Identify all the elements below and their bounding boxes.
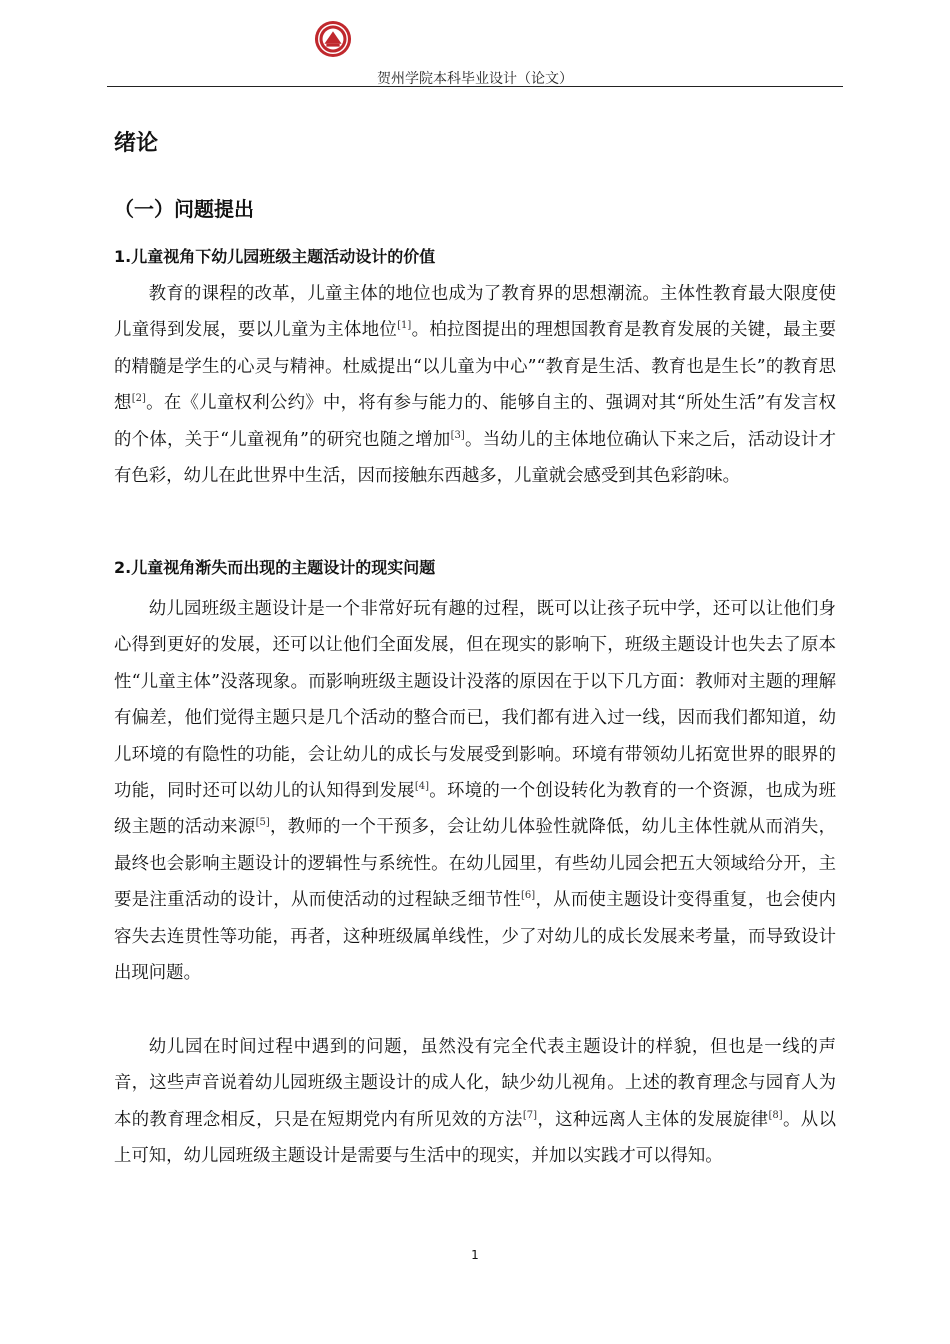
citation-ref: [2] [131,393,146,405]
citation-ref: [6] [521,890,536,902]
university-seal-icon [314,20,352,58]
text-run: 。从以上可知，幼儿园班级主题设计是需要与生活中的现实，并加以实践才可以得知。 [114,1109,836,1167]
text-run: 。当幼儿的主体地位确认下来之后，活动设计才有色彩，幼儿在此世界中生活，因而接触东西越多，儿童就会感受到其色彩韵味。 [114,429,836,487]
citation-ref: [4] [414,781,429,793]
text-run: 幼儿园班级主题设计是一个非常好玩有趣的过程，既可以让孩子玩中学，还可以让他们身心得到更好的发展，还可以让他们全面发展，但在现实的影响下，班级主题设计也失去了原本性“儿童主体”没落现象。而影响班级主题设计没落的原因在于以下几方面：教师对主题的理解有偏差，他们觉得主题只是几个活动的整合而已，我们都有进入过一线，因而我们都知道，幼儿环境的有隐性的功能，会让幼儿的成长与发展受到影响。环境有带领幼儿拓宽世界的眼界的功能，同时还可以幼儿的认知得到发展 [114,599,836,802]
page-number: 1 [471,1248,479,1262]
document-header-title: 贺州学院本科毕业设计（论文） [377,71,573,87]
text-run: ，这种远离人主体的发展旋律 [537,1109,769,1130]
body-paragraph [114,1029,836,1175]
subsection-title-1: 1.儿童视角下幼儿园班级主题活动设计的价值 [114,247,436,266]
citation-ref: [1] [397,320,412,332]
section-title: （一）问题提出 [114,197,254,221]
chapter-title: 绪论 [114,131,159,156]
text-run: 幼儿园在时间过程中遇到的问题，虽然没有完全代表主题设计的样貌，但也是一线的声音，这些声音说着幼儿园班级主题设计的成人化，缺少幼儿视角。上述的教育理念与园育人为本的教育理念相反，只是在短期党内有所见效的方法 [114,1037,836,1130]
citation-ref: [8] [768,1109,783,1121]
citation-ref: [7] [522,1109,537,1121]
citation-ref: [5] [255,817,270,829]
text-run: ，教师的一个干预多，会让幼儿体验性就降低，幼儿主体性就从而消失，最终也会影响主题设计的逻辑性与系统性。在幼儿园里，有些幼儿园会把五大领域给分开，主要是注重活动的设计，从而使活动的过程缺乏细节性 [114,817,836,911]
text-run: 教育的课程的改革，儿童主体的地位也成为了教育界的思想潮流。主体性教育最大限度使儿童得到发展，要以儿童为主体地位 [114,284,836,341]
text-run: 。环境的一个创设转化为教育的一个资源，也成为班级主题的活动来源 [114,781,836,838]
text-run: ，从而使主题设计变得重复，也会使内容失去连贯性等功能，再者，这种班级属单线性，少了对幼儿的成长发展来考量，而导致设计出现问题。 [114,890,836,984]
body-paragraph [114,591,836,991]
text-run: 。柏拉图提出的理想国教育是教育发展的关键，最主要的精髓是学生的心灵与精神。杜威提出“以儿童为中心”“教育是生活、教育也是生长”的教育思想 [114,320,836,414]
header-divider [107,86,843,87]
subsection-title-2: 2.儿童视角渐失而出现的主题设计的现实问题 [114,558,436,577]
citation-ref: [3] [450,429,465,441]
text-run: 。在《儿童权利公约》中，将有参与能力的、能够自主的、强调对其“所处生活”有发言权的个体，关于“儿童视角”的研究也随之增加 [114,393,836,450]
body-paragraph [114,276,836,494]
